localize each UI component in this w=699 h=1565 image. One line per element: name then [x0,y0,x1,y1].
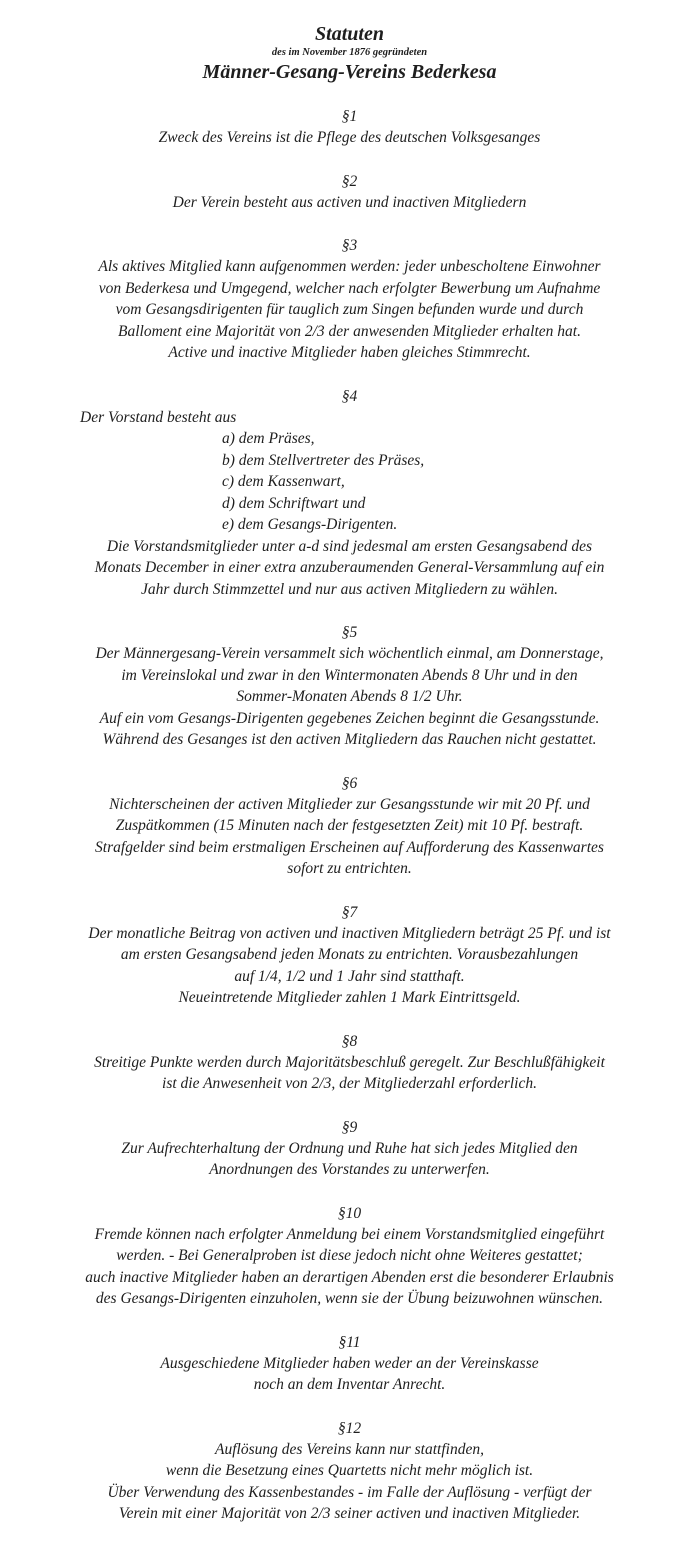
section-text-line: vom Gesangsdirigenten für tauglich zum Singen befunden wurde und durch [115,301,584,318]
list-item: b) dem Stellvertreter des Präses, [222,451,425,469]
section-text-line: Jahr durch Stimmzettel und nur aus activen Mitgliedern zu wählen. [140,580,558,598]
document-title: Statuten [315,23,384,45]
section-gap [0,1310,699,1332]
section-text-line: Streitige Punkte werden durch Majoritätsbeschluß geregelt. Zur Beschlußfähigkeit [94,1053,605,1071]
section-mark: §8 [341,1032,358,1050]
section-text-line: Balloment eine Majorität von 2/3 der anwesenden Mitglieder erhalten hat. [118,322,581,340]
section-text-line: Verein mit einer Majorität von 2/3 seiner activen und inactiven Mitglieder. [118,1505,581,1522]
section-text-line: am ersten Gesangsabend jeden Monats zu entrichten. Vorausbezahlungen [120,946,579,963]
section-mark: §6 [341,774,358,792]
section-text-line: Der Verein besteht aus activen und inactiven Mitgliedern [172,193,527,211]
statute-section [0,386,699,601]
statute-section [0,1203,699,1310]
section-mark: §9 [341,1118,358,1136]
section-text-line: Zweck des Vereins ist die Pflege des deutschen Volksgesanges [158,129,541,146]
statute-section [0,1418,699,1525]
statute-section [0,622,699,751]
statute-section [0,1117,699,1181]
section-gap [0,364,699,386]
section-text-line: Während des Gesanges ist den activen Mitgliedern das Rauchen nicht gestattet. [102,731,597,748]
section-text-line: Active und inactive Mitglieder haben gleiches Stimmrecht. [168,344,531,361]
section-text-line: im Vereinslokal und zwar in den Wintermonaten Abends 8 Uhr und in den [121,666,578,684]
section-mark: §5 [341,624,358,641]
section-mark: §1 [341,108,358,125]
statute-section [0,1332,699,1396]
section-gap [0,149,699,171]
section-gap [0,1181,699,1203]
section-text-line: werden. - Bei Generalproben ist diese jedoch nicht ohne Weiteres gestattet; [116,1247,583,1264]
section-text-line: Der Männergesang-Verein versammelt sich wöchentlich einmal, am Donnerstage, [95,645,604,662]
section-text-line: Der monatliche Beitrag von activen und inactiven Mitgliedern beträgt 25 Pf. und ist [88,924,611,942]
statute-section [0,773,699,880]
list-item: d) dem Schriftwart und [222,494,366,512]
section-text-line: Ausgeschiedene Mitglieder haben weder an der Vereinskasse [160,1354,539,1372]
list-item: a) dem Präses, [222,430,315,447]
section-mark: §2 [341,172,358,190]
list-item: c) dem Kassenwart, [222,473,345,490]
section-mark: §3 [341,237,358,254]
section-text-line: Auf ein vom Gesangs-Dirigenten gegebenes Zeichen beginnt die Gesangsstunde. [99,709,600,727]
section-gap [0,751,699,773]
section-text-line: auf 1/4, 1/2 und 1 Jahr sind statthaft. [234,967,465,985]
statute-section [0,235,699,364]
section-text-line: von Bederkesa und Umgegend, welcher nach erfolgter Bewerbung um Aufnahme [98,279,601,297]
section-text-line: Über Verwendung des Kassenbestandes - im Falle der Auflösung - verfügt der [107,1483,592,1501]
section-text-line: ist die Anwesenheit von 2/3, der Mitgliederzahl erforderlich. [162,1075,537,1092]
section-text-line: wenn die Besetzung eines Quartetts nicht mehr möglich ist. [165,1462,534,1479]
statute-section [0,106,699,149]
section-mark: §10 [337,1204,362,1222]
section-gap [0,1009,699,1031]
section-text-line: sofort zu entrichten. [287,860,412,877]
section-text-line: auch inactive Mitglieder haben an derartigen Abenden erst die besonderer Erlaubnis [85,1268,614,1286]
section-text-line: Als aktives Mitglied kann aufgenommen werden: jeder unbescholtene Einwohner [98,258,601,275]
section-gap [0,880,699,902]
section-text-line: noch an dem Inventar Anrecht. [253,1376,446,1393]
statute-section [0,171,699,214]
section-text-line: Fremde können nach erfolgter Anmeldung bei einem Vorstandsmitglied eingeführt [94,1225,605,1243]
section-text-line: Monats December in einer extra anzuberaumenden General-Versammlung auf ein [94,559,605,576]
section-mark: §11 [338,1333,361,1351]
section-mark: §12 [337,1419,362,1437]
section-text-line: Auflösung des Vereins kann nur stattfinden, [215,1440,484,1458]
section-gap [0,84,699,106]
section-gap [0,600,699,622]
statute-sections [0,84,699,1525]
document-header [0,22,699,84]
section-text-line: Zur Aufrechterhaltung der Ordnung und Ruhe hat sich jedes Mitglied den [121,1139,578,1157]
list-item: e) dem Gesangs-Dirigenten. [222,516,398,533]
section-mark: §4 [341,387,358,405]
statute-section [0,1031,699,1095]
section-text-line: Anordnungen des Vorstandes zu unterwerfen. [209,1161,490,1178]
section-text-line: des Gesangs-Dirigenten einzuholen, wenn sie der Übung beizuwohnen wünschen. [95,1290,604,1307]
statute-section [0,902,699,1009]
section-intro: Der Vorstand besteht aus [80,408,237,426]
section-text-line: Zuspätkommen (15 Minuten nach der festgesetzten Zeit) mit 10 Pf. bestraft. [115,817,584,834]
section-text-line: Nichterscheinen der activen Mitglieder zur Gesangsstunde wir mit 20 Pf. und [109,795,590,813]
section-gap [0,1095,699,1117]
section-text-line: Die Vorstandsmitglieder unter a-d sind jedesmal am ersten Gesangsabend des [106,537,593,555]
section-text-line: Strafgelder sind beim erstmaligen Erscheinen auf Aufforderung des Kassenwartes [95,838,604,856]
club-name: Männer-Gesang-Vereins Bederkesa [202,61,497,83]
document-subtitle: des im November 1876 gegründeten [271,47,428,58]
section-mark: §7 [341,903,358,921]
section-gap [0,213,699,235]
section-text-line: Neueintretende Mitglieder zahlen 1 Mark Eintrittsgeld. [178,989,521,1006]
section-text-line: Sommer-Monaten Abends 8 1/2 Uhr. [236,688,463,705]
section-gap [0,1396,699,1418]
